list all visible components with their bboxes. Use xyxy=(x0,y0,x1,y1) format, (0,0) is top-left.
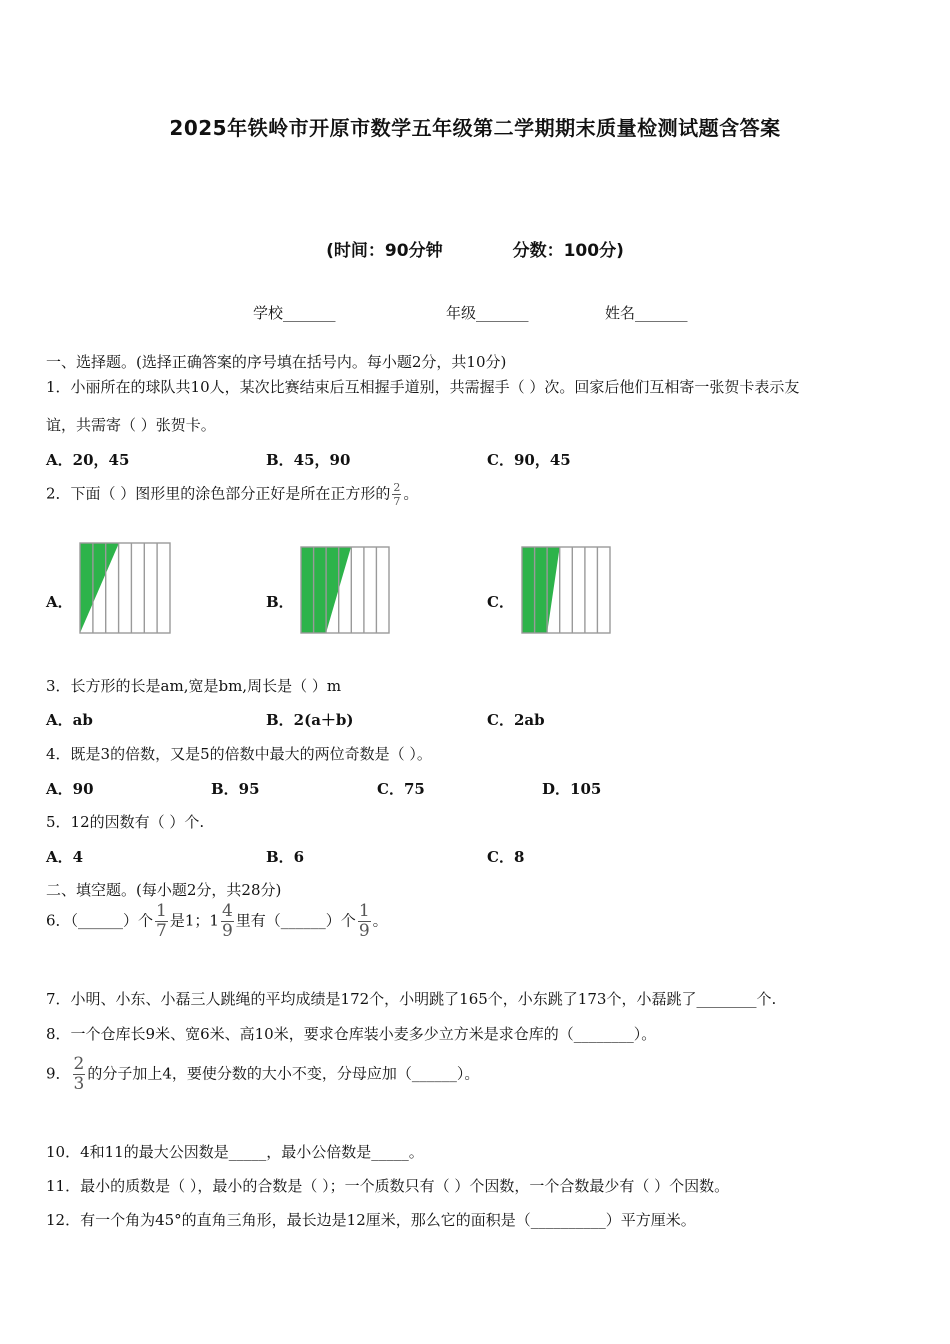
q2-suffix: 。 xyxy=(403,484,419,503)
q3-option-c: C．2ab xyxy=(487,711,545,729)
figure-a-shaded xyxy=(80,543,119,633)
figure-c-shaded xyxy=(522,547,560,633)
q12-line: 12．有一个角为45°的直角三角形，最长边是12厘米，那么它的面积是（__________）平方厘米。 xyxy=(46,1211,696,1229)
q9-denominator: 3 xyxy=(73,1074,85,1094)
q6-f3-denominator: 9 xyxy=(358,921,370,941)
q6-f1-numerator: 1 xyxy=(156,901,167,921)
time-label: (时间：90分钟 xyxy=(326,241,443,261)
q6-f3-numerator: 1 xyxy=(358,901,370,921)
q2-text: 2．下面（ ）图形里的涂色部分正好是所在正方形的 xyxy=(46,484,391,503)
q5-option-c: C．8 xyxy=(487,848,525,866)
q1-option-c: C．90，45 xyxy=(487,451,571,469)
q9-line xyxy=(46,1056,479,1093)
q6-part4: 。 xyxy=(372,911,388,930)
figure-c xyxy=(521,546,611,634)
q6-fraction-2 xyxy=(221,903,234,940)
figure-a xyxy=(79,542,171,634)
q2-fraction-numerator: 2 xyxy=(393,481,401,494)
q5-option-b: B．6 xyxy=(266,848,305,866)
q4-option-c: C．75 xyxy=(377,780,425,798)
q2-fraction xyxy=(392,482,401,507)
q6-part3: 里有（______）个 xyxy=(235,911,356,930)
q1-option-a: A．20，45 xyxy=(46,451,130,469)
name-field: 姓名_______ xyxy=(605,304,688,322)
q6-fraction-1 xyxy=(155,903,168,940)
q6-fraction-3 xyxy=(358,903,371,940)
q4-line: 4．既是3的倍数，又是5的倍数中最大的两位奇数是（ ）。 xyxy=(46,745,432,763)
q11-line: 11．最小的质数是（ ），最小的合数是（ ）；一个质数只有（ ）个因数，一个合数最少有（ ）个因数。 xyxy=(46,1177,730,1195)
q2-fraction-denominator: 7 xyxy=(393,495,401,508)
q2-option-c: C． xyxy=(487,593,514,611)
q10-line: 10．4和11的最大公因数是_____，最小公倍数是_____。 xyxy=(46,1143,424,1161)
q2-line xyxy=(46,482,418,507)
figure-a-grid xyxy=(80,543,170,633)
q9-text: 的分子加上4，要使分数的大小不变，分母应加（______）。 xyxy=(87,1064,480,1083)
q9-prefix: 9． xyxy=(46,1064,71,1083)
page-title: 2025年铁岭市开原市数学五年级第二学期期末质量检测试题含答案 xyxy=(169,116,781,140)
figure-c-grid xyxy=(522,547,610,633)
q4-option-b: B．95 xyxy=(211,780,260,798)
q5-option-a: A．4 xyxy=(46,848,84,866)
score-label: 分数：100分) xyxy=(512,241,624,261)
q2-option-b: B． xyxy=(266,593,294,611)
q4-option-d: D．105 xyxy=(542,780,602,798)
q6-f2-numerator: 4 xyxy=(221,901,233,921)
q6-part1: 6．（______）个 xyxy=(46,911,154,930)
exam-meta xyxy=(0,236,950,261)
q3-option-b: B．2(a＋b) xyxy=(266,711,354,729)
q4-option-a: A．90 xyxy=(46,780,94,798)
q3-line: 3．长方形的长是am,宽是bm,周长是（ ）m xyxy=(46,677,342,695)
q6-f1-denominator: 7 xyxy=(156,921,167,941)
section1-heading: 一、选择题。(选择正确答案的序号填在括号内。每小题2分，共10分) xyxy=(46,353,507,371)
q6-part2: 是1；1 xyxy=(169,911,219,930)
grade-field: 年级_______ xyxy=(446,304,529,322)
q1-option-b: B．45，90 xyxy=(266,451,351,469)
q3-option-a: A．ab xyxy=(46,711,93,729)
figure-b xyxy=(300,546,390,634)
q8-line: 8．一个仓库长9米、宽6米、高10米，要求仓库装小麦多少立方米是求仓库的（________）。 xyxy=(46,1025,657,1043)
q5-line: 5．12的因数有（ ）个. xyxy=(46,813,205,831)
q1-line2: 谊，共需寄（ ）张贺卡。 xyxy=(46,416,216,434)
q7-line: 7．小明、小东、小磊三人跳绳的平均成绩是172个，小明跳了165个，小东跳了173个，小磊跳了________个. xyxy=(46,990,777,1008)
school-field: 学校_______ xyxy=(253,304,336,322)
q1-line1: 1．小丽所在的球队共10人，某次比赛结束后互相握手道别，共需握手（ ）次。回家后他们互相寄一张贺卡表示友 xyxy=(46,378,800,396)
section2-heading: 二、填空题。(每小题2分，共28分) xyxy=(46,881,282,899)
q6-f2-denominator: 9 xyxy=(221,921,233,941)
q2-option-a: A． xyxy=(46,593,73,611)
q9-fraction xyxy=(73,1056,86,1093)
q9-numerator: 2 xyxy=(73,1054,85,1074)
q6-line xyxy=(46,903,388,940)
